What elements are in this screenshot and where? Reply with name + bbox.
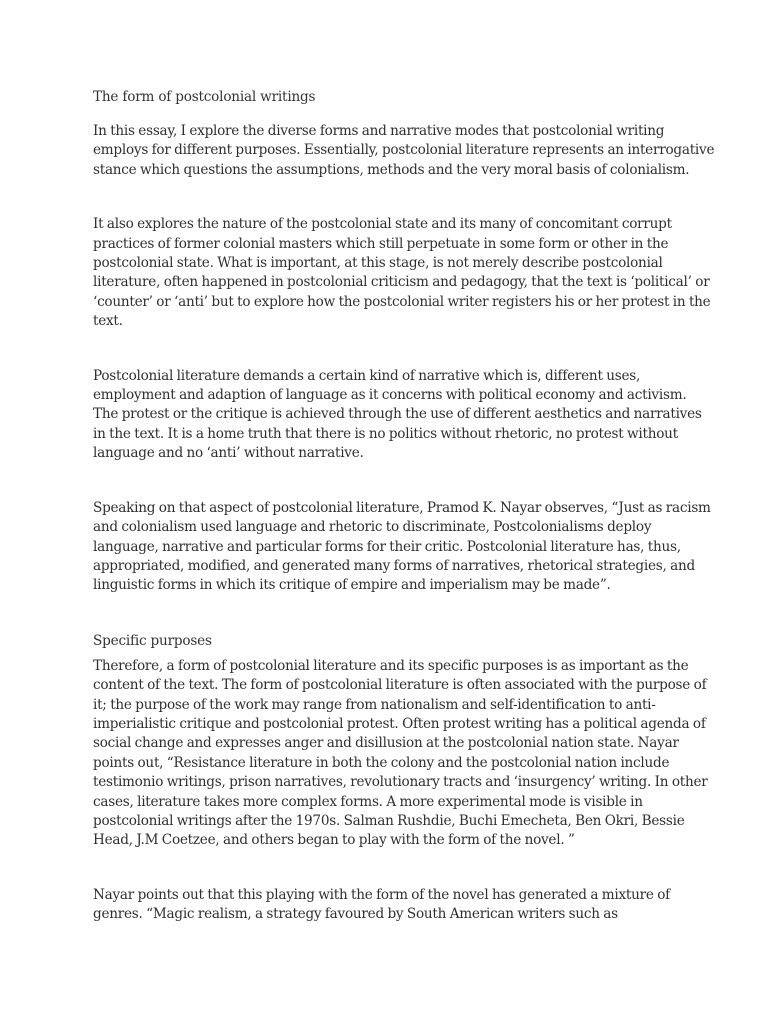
document-title: The form of postcolonial writings [93, 89, 316, 105]
paragraph-intro: In this essay, I explore the diverse forms and narrative modes that postcolonial writing employs for different purposes. Essentially, postcolonial literature represents an interrogative stance which questions the assumptions, methods and the very moral basis of colonialism. [93, 123, 715, 178]
paragraph-postcolonial-state: It also explores the nature of the postcolonial state and its many of concomitant corrupt practices of former colonial masters which still perpetuate in some form or other in the postcolonial state. What is important, at this stage, is not merely describe postcolonial literature, often happened in postcolonial criticism and pedagogy, that the text is ‘political’ or ‘counter’ or ‘anti’ but to explore how the postcolonial writer registers his or her protest in the text. [93, 216, 711, 330]
document-page [93, 88, 715, 925]
paragraph-spacer [93, 332, 715, 367]
paragraph-spacer [93, 596, 715, 632]
paragraph-spacer [93, 180, 715, 215]
paragraph-nayar-quote: Speaking on that aspect of postcolonial literature, Pramod K. Nayar observes, “Just as racism and colonialism used language and rhetoric to discriminate, Postcolonialisms deploy language, narrative and particular forms for their critic. Postcolonial literature has, thus, appropriated, modified, and generated many forms of narratives, rhetorical strategies, and linguistic forms in which its critique of empire and imperialism may be made”. [93, 499, 711, 594]
paragraph-magic-realism: Nayar points out that this playing with the form of the novel has generated a mixture of genres. “Magic realism, a strategy favoured by South American writers such as [93, 886, 670, 923]
paragraph-specific-purposes: Therefore, a form of postcolonial literature and its specific purposes is as important as the content of the text. The form of postcolonial literature is often associated with the purpose of it; the purpose of the work may range from nationalism and self-identification to anti-imperialistic critique and postcolonial protest. Often protest writing has a political agenda of social change and expresses anger and disillusion at the postcolonial nation state. Nayar points out, “Resistance literature in both the colony and the postcolonial nation include testimonio writings, prison narratives, revolutionary tracts and ‘insurgency’ writing. In other cases, literature takes more complex forms. A more experimental mode is visible in postcolonial writings after the 1970s. Salman Rushdie, Buchi Emecheta, Ben Okri, Bessie Head, J.M Coetzee, and others began to play with the form of the novel. ” [93, 657, 708, 849]
paragraph-spacer [93, 464, 715, 499]
paragraph-spacer [93, 851, 715, 886]
section-heading-specific-purposes: Specific purposes [93, 632, 212, 649]
paragraph-narrative-demands: Postcolonial literature demands a certain kind of narrative which is, different uses, employment and adaption of language as it concerns with political economy and activism. The protest or the critique is achieved through the use of different aesthetics and narratives in the text. It is a home truth that there is no politics without rhetoric, no protest without language and no ‘anti’ without narrative. [93, 367, 702, 462]
